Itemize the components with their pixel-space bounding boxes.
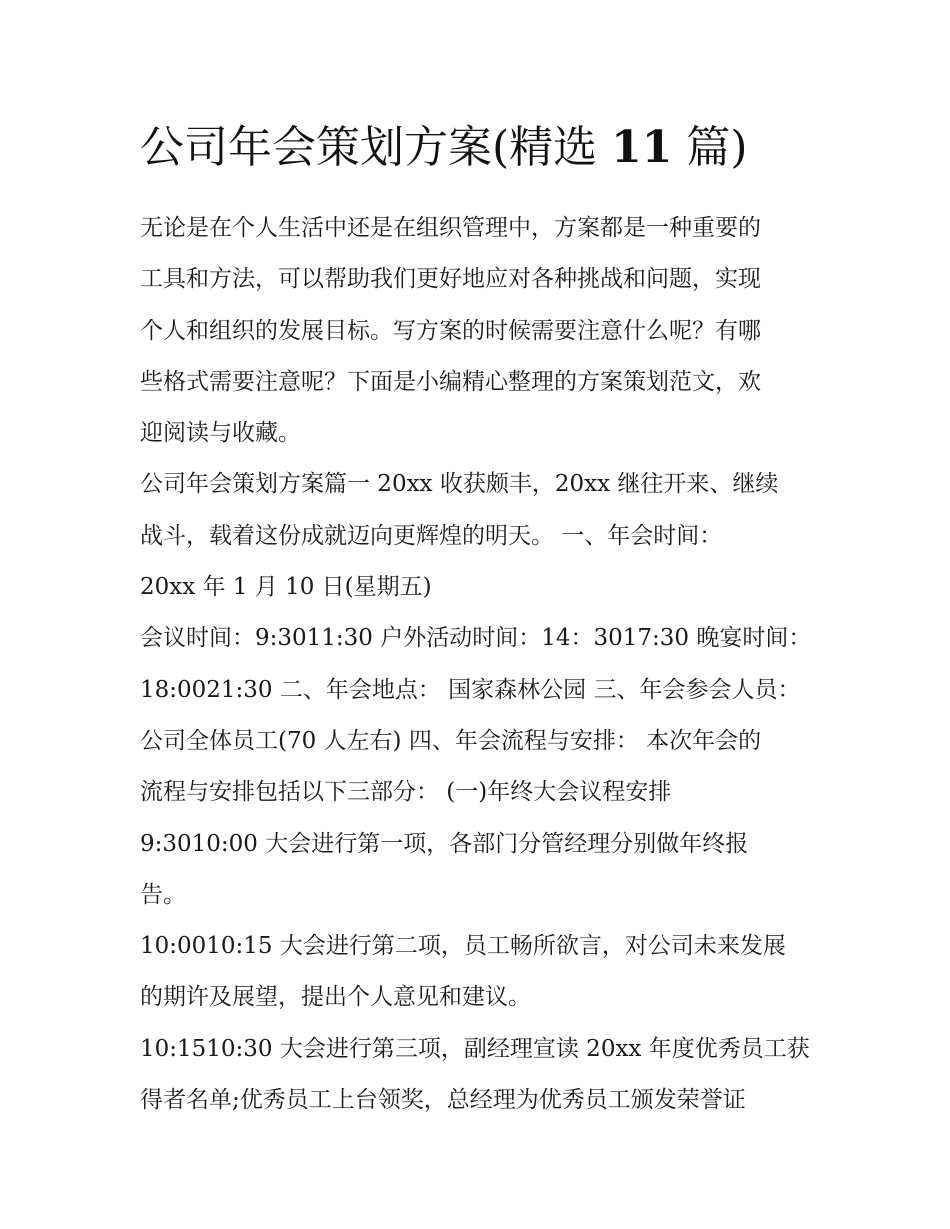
paragraph-agenda-item-3 (140, 1024, 830, 1127)
text-line: 公司年会策划方案篇一 20xx 收获颇丰，20xx 继往开来、继续 (140, 471, 779, 498)
text-line: 工具和方法，可以帮助我们更好地应对各种挑战和问题，实现 (140, 266, 761, 293)
text-line: 些格式需要注意呢？下面是小编精心整理的方案策划范文，欢 (140, 368, 761, 395)
title-prefix: 公司年会策划方案(精选 (140, 122, 612, 173)
paragraph-schedule (140, 613, 830, 818)
title-suffix: 篇) (672, 122, 748, 173)
paragraph-plan-one-intro (140, 459, 830, 562)
text-line: 18:0021:30 二、年会地点： 国家森林公园 三、年会参会人员： (140, 676, 801, 703)
paragraph-intro (140, 203, 830, 459)
text-line: 9:3010:00 大会进行第一项，各部门分管经理分别做年终报 (140, 830, 749, 857)
text-line: 流程与安排包括以下三部分： (一)年终大会议程安排 (140, 779, 672, 806)
text-line: 迎阅读与收藏。 (140, 420, 301, 447)
title-number: 11 (611, 122, 673, 173)
text-line: 10:0010:15 大会进行第二项，员工畅所欲言，对公司未来发展 (140, 933, 786, 960)
text-line: 公司全体员工(70 人左右) 四、年会流程与安排： 本次年会的 (140, 727, 762, 754)
text-line: 告。 (140, 881, 186, 908)
text-line: 个人和组织的发展目标。写方案的时候需要注意什么呢？有哪 (140, 317, 761, 344)
text-line: 20xx 年 1 月 10 日(星期五) (140, 574, 432, 601)
paragraph-date (140, 562, 830, 613)
paragraph-agenda-item-1 (140, 819, 830, 922)
text-line: 无论是在个人生活中还是在组织管理中，方案都是一种重要的 (140, 215, 761, 241)
text-line: 10:1510:30 大会进行第三项，副经理宣读 20xx 年度优秀员工获 (140, 1035, 810, 1062)
document-title (140, 118, 840, 178)
text-line: 战斗，载着这份成就迈向更辉煌的明天。 一、年会时间： (140, 522, 723, 549)
paragraph-agenda-item-2 (140, 921, 830, 1024)
text-line: 得者名单;优秀员工上台领奖，总经理为优秀员工颁发荣誉证 (140, 1087, 746, 1114)
text-line: 的期许及展望，提出个人意见和建议。 (140, 984, 531, 1011)
text-line: 会议时间：9:3011:30 户外活动时间：14：3017:30 晚宴时间： (140, 625, 812, 652)
document-body (140, 203, 830, 1126)
